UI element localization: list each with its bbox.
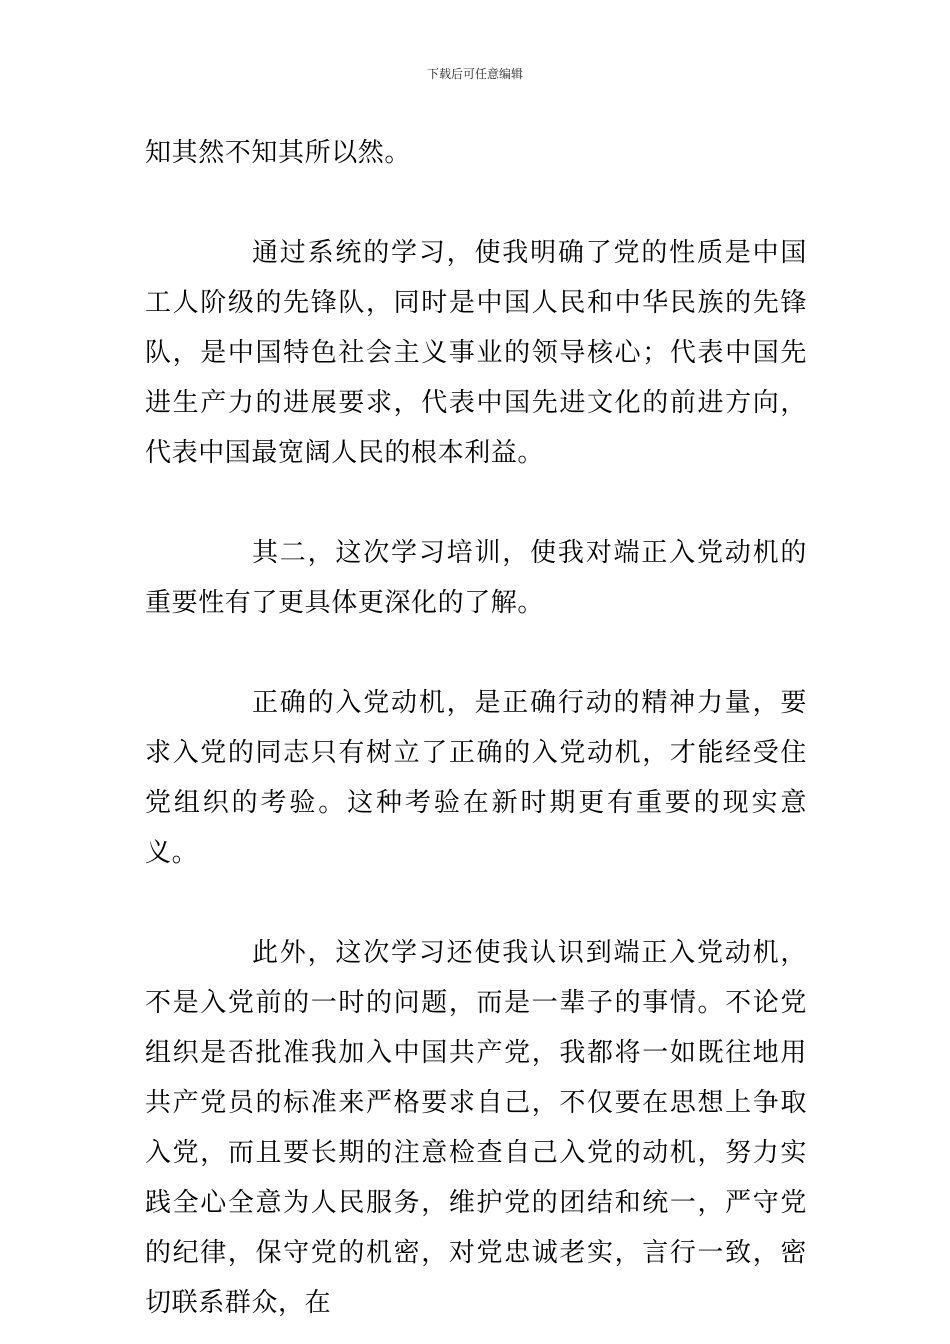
paragraph-gap <box>145 178 807 228</box>
paragraph-3: 其二，这次学习培训，使我对端正入党动机的重要性有了更具体更深化的了解。 <box>145 538 807 618</box>
paragraph-5: 此外，这次学习还使我认识到端正入党动机，不是入党前的一时的问题，而是一辈子的事情。不论党组织是否批准我加入中国共产党，我都将一如既往地用共产党员的标准来严格要求自己，不仅要在思想上争取入党，而且要长期的注意检查自己入党的动机，努力实践全心全意为人民服务，维护党的团结和统一，严守党的纪律，保守党的机密，对党忠诚老实，言行一致，密切联系群众，在 <box>145 938 807 1318</box>
paragraph-gap <box>145 628 807 678</box>
paragraph-1: 知其然不知其所以然。 <box>145 138 412 168</box>
document-body <box>145 128 807 1328</box>
paragraph-gap <box>145 878 807 928</box>
paragraph-gap <box>145 478 807 528</box>
page-header: 下载后可任意编辑 <box>426 67 523 81</box>
paragraph-4: 正确的入党动机，是正确行动的精神力量，要求入党的同志只有树立了正确的入党动机，才能经受住党组织的考验。这种考验在新时期更有重要的现实意义。 <box>145 688 807 868</box>
paragraph-2: 通过系统的学习，使我明确了党的性质是中国工人阶级的先锋队，同时是中国人民和中华民族的先锋队，是中国特色社会主义事业的领导核心；代表中国先进生产力的进展要求，代表中国先进文化的前进方向，代表中国最宽阔人民的根本利益。 <box>145 238 807 468</box>
